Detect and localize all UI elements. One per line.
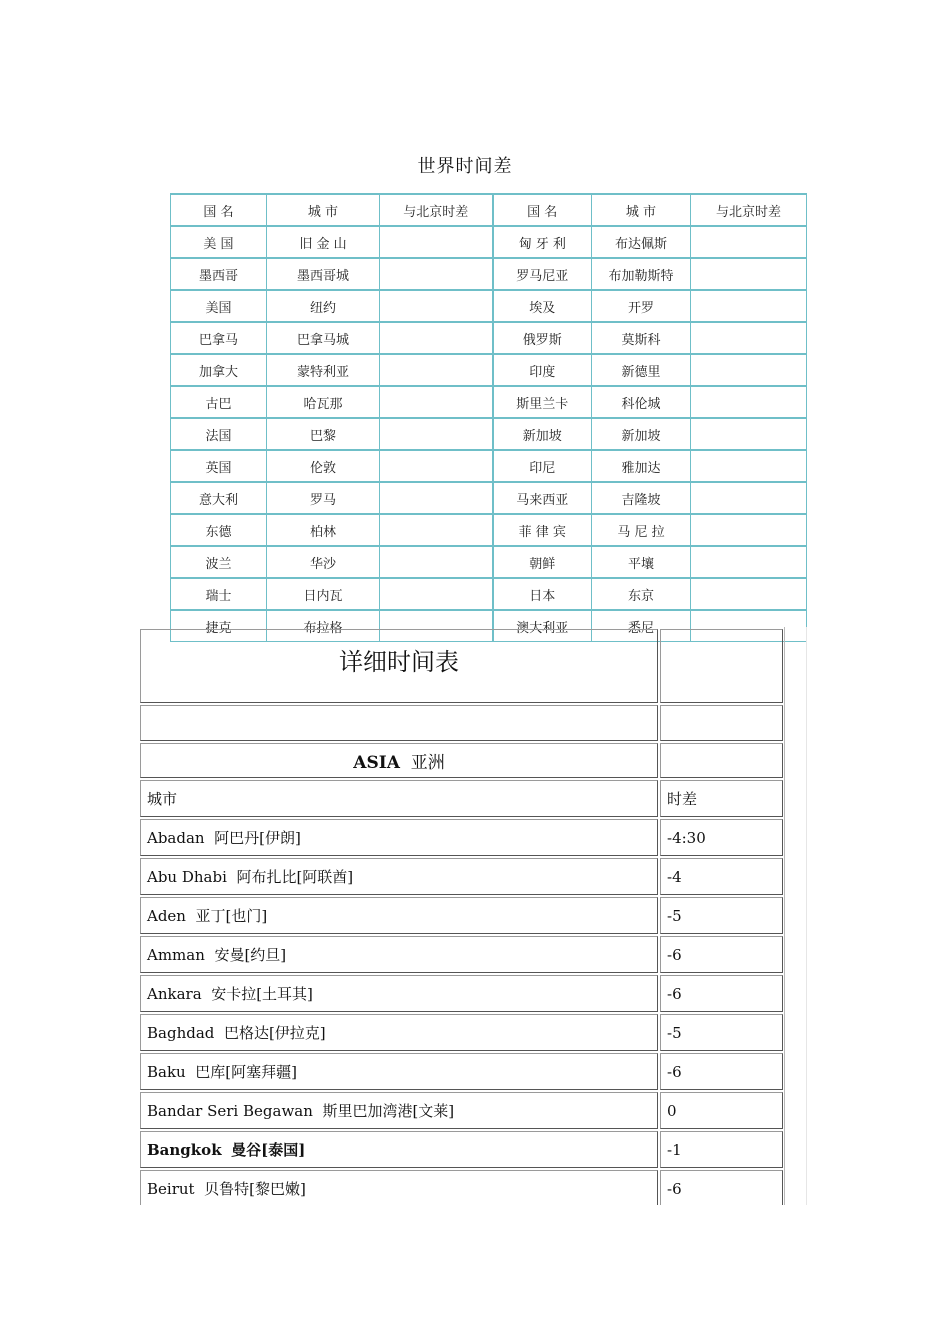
table-cell: 科伦城 [592,386,691,418]
time-diff-cell: -6 [660,1053,783,1090]
city-name-cn: 曼谷[泰国] [231,1141,306,1159]
table-cell: 美 国 [171,226,267,258]
table-row [171,258,807,290]
table-cell: 新加坡 [592,418,691,450]
city-name-cn: 巴库[阿塞拜疆] [195,1063,297,1081]
page-title: 世界时间差 [417,156,513,177]
city-cell [140,975,658,1012]
city-name-en: Beirut [147,1180,195,1198]
table-row [140,858,783,895]
table-cell: 朝鲜 [493,546,592,578]
table-cell [380,258,493,290]
blank-cell [140,705,658,741]
table-cell: 古巴 [171,386,267,418]
city-name-cn: 安卡拉[土耳其] [211,985,313,1003]
detail-header-row [140,780,783,817]
table-row [140,897,783,934]
table-cell [380,354,493,386]
table-cell [380,578,493,610]
table-cell: 马来西亚 [493,482,592,514]
table-cell [691,514,807,546]
table-cell [380,514,493,546]
table-cell [380,290,493,322]
table-row [171,546,807,578]
column-header: 城 市 [267,194,380,226]
table-cell: 巴拿马 [171,322,267,354]
table-row [171,386,807,418]
city-name-cn: 安曼[约旦] [214,946,287,964]
city-cell [140,936,658,973]
table-cell: 雅加达 [592,450,691,482]
city-name-en: Abu Dhabi [147,868,227,886]
table-row [171,578,807,610]
table-cell: 布拉格 [267,610,380,642]
time-diff-cell: -6 [660,936,783,973]
table-cell [691,482,807,514]
city-cell [140,1170,658,1205]
city-name-en: Abadan [147,829,205,847]
table-cell [691,546,807,578]
column-header: 与北京时差 [691,194,807,226]
table-cell: 墨西哥 [171,258,267,290]
table-cell [380,322,493,354]
table-cell: 莫斯科 [592,322,691,354]
table-cell: 罗马 [267,482,380,514]
table-row [140,936,783,973]
city-cell [140,1092,658,1129]
city-cell [140,1053,658,1090]
table-cell: 日内瓦 [267,578,380,610]
table-row [171,418,807,450]
city-name-cn: 亚丁[也门] [195,907,268,925]
table-cell: 东京 [592,578,691,610]
column-header: 国 名 [171,194,267,226]
table-cell [691,226,807,258]
table-row [140,819,783,856]
table-cell: 平壤 [592,546,691,578]
table-header-row [171,194,807,226]
city-cell [140,1131,658,1168]
city-cell [140,897,658,934]
table-cell: 马 尼 拉 [592,514,691,546]
column-header: 与北京时差 [380,194,493,226]
table-cell [691,578,807,610]
table-cell [380,386,493,418]
table-cell: 悉尼 [592,610,691,642]
table-cell: 斯里兰卡 [493,386,592,418]
blank-cell [660,705,783,741]
table-cell [380,418,493,450]
table-cell [380,546,493,578]
table-cell: 罗马尼亚 [493,258,592,290]
table-cell [380,226,493,258]
table-row [171,514,807,546]
table-row [171,322,807,354]
table-cell: 旧 金 山 [267,226,380,258]
time-diff-cell: 0 [660,1092,783,1129]
table-cell: 英国 [171,450,267,482]
time-diff-cell: -1 [660,1131,783,1168]
table-cell: 埃及 [493,290,592,322]
table-row [140,1053,783,1090]
region-row [140,743,783,778]
table-cell: 法国 [171,418,267,450]
city-name-cn: 阿巴丹[伊朗] [214,829,301,847]
city-cell [140,819,658,856]
table-row [171,290,807,322]
city-name-en: Baku [147,1063,186,1081]
column-header: 城 市 [592,194,691,226]
table-cell: 布达佩斯 [592,226,691,258]
table-cell: 巴黎 [267,418,380,450]
table-cell: 柏林 [267,514,380,546]
table-cell [691,290,807,322]
city-name-en: Aden [147,907,186,925]
table-cell: 新德里 [592,354,691,386]
city-name-cn: 阿布扎比[阿联酋] [236,868,354,886]
detail-title: 详细时间表 [140,629,658,703]
table-cell: 哈瓦那 [267,386,380,418]
city-name-cn: 贝鲁特[黎巴嫩] [204,1180,306,1198]
column-header-city: 城市 [140,780,658,817]
time-diff-cell: -5 [660,897,783,934]
table-cell: 意大利 [171,482,267,514]
table-cell: 开罗 [592,290,691,322]
table-cell [691,258,807,290]
table-cell: 日本 [493,578,592,610]
table-cell: 美国 [171,290,267,322]
table-cell: 墨西哥城 [267,258,380,290]
table-cell: 蒙特利亚 [267,354,380,386]
table-cell: 东德 [171,514,267,546]
table-cell: 吉隆坡 [592,482,691,514]
table-cell: 印尼 [493,450,592,482]
table-cell [380,482,493,514]
detail-table-wrapper [139,627,785,1205]
table-cell: 布加勒斯特 [592,258,691,290]
city-cell [140,1014,658,1051]
time-diff-cell: -6 [660,1170,783,1205]
region-en: ASIA [353,753,400,773]
table-row [140,1170,783,1205]
page-edge-line [806,627,807,1205]
region-cell [140,743,658,778]
table-row [140,1014,783,1051]
table-cell: 印度 [493,354,592,386]
city-cell [140,858,658,895]
time-difference-table [170,193,807,642]
blank-row [140,705,783,741]
detail-title-row [140,629,783,703]
table-cell [691,322,807,354]
table-cell: 巴拿马城 [267,322,380,354]
table-cell: 匈 牙 利 [493,226,592,258]
table-cell [691,418,807,450]
table-cell [691,354,807,386]
time-diff-cell: -4:30 [660,819,783,856]
region-cn: 亚洲 [410,753,445,773]
table-cell: 新加坡 [493,418,592,450]
table-cell: 纽约 [267,290,380,322]
table-cell [691,386,807,418]
table-cell: 华沙 [267,546,380,578]
detail-title-empty-cell [660,629,783,703]
table-row [171,450,807,482]
table-row [140,1092,783,1129]
table-cell: 俄罗斯 [493,322,592,354]
city-name-en: Bandar Seri Begawan [147,1102,313,1120]
table-cell: 瑞士 [171,578,267,610]
table-cell: 捷克 [171,610,267,642]
table-cell: 澳大利亚 [493,610,592,642]
city-name-en: Amman [147,946,205,964]
table-cell: 伦敦 [267,450,380,482]
time-diff-cell: -5 [660,1014,783,1051]
time-diff-cell: -4 [660,858,783,895]
table-cell [691,450,807,482]
city-name-cn: 斯里巴加湾港[文莱] [322,1102,455,1120]
city-name-en: Bangkok [147,1141,222,1159]
city-name-en: Baghdad [147,1024,215,1042]
region-empty-cell [660,743,783,778]
city-name-en: Ankara [147,985,202,1003]
time-diff-cell: -6 [660,975,783,1012]
table-row [171,482,807,514]
table-cell [380,450,493,482]
detail-time-table [139,627,785,1205]
table-row [140,975,783,1012]
table-row [140,1131,783,1168]
table-row [171,354,807,386]
table-cell: 菲 律 宾 [493,514,592,546]
table-cell: 波兰 [171,546,267,578]
column-header-diff: 时差 [660,780,783,817]
column-header: 国 名 [493,194,592,226]
table-row [171,226,807,258]
city-name-cn: 巴格达[伊拉克] [223,1024,326,1042]
table-cell: 加拿大 [171,354,267,386]
